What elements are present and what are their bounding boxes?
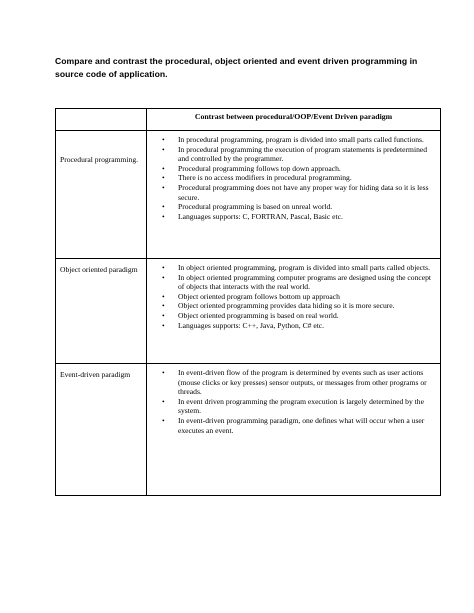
- bullet-item: • In object oriented programming, program is divided into small parts called objects.: [178, 263, 434, 273]
- bullet-item: • Languages supports: C++, Java, Python, C# etc.: [178, 321, 434, 331]
- bullet-item: • Procedural programming does not have any proper way for hiding data so it is less secure.: [178, 183, 434, 202]
- bullet-item: • Object oriented program follows bottom up approach: [178, 292, 434, 302]
- table-header-row: [56, 109, 441, 131]
- bullet-item: • In procedural programming the execution of program statements is predetermined and controlled by the programmer.: [178, 145, 434, 164]
- bullet-item: • In event-driven flow of the program is determined by events such as user actions (mouse clicks or key presses) sensor outputs, or messages from other programs or threads.: [178, 368, 434, 397]
- page-heading: Compare and contrast the procedural, object oriented and event driven programming in source code of application.: [55, 56, 418, 79]
- comparison-table: [55, 108, 441, 496]
- bullet-item: • Procedural programming is based on unreal world.: [178, 202, 434, 212]
- bullet-item: • Languages supports: C, FORTRAN, Pascal, Basic etc.: [178, 212, 434, 222]
- bullet-item: • In event-driven programming paradigm, one defines what will occur when a user executes an event.: [178, 416, 434, 435]
- row-label-event-driven: Event-driven paradigm: [56, 364, 147, 496]
- table-row: [56, 259, 441, 364]
- bullet-item: • Object oriented programming is based on real world.: [178, 311, 434, 321]
- table-row: [56, 131, 441, 259]
- row-label-object-oriented: Object oriented paradigm: [56, 259, 147, 364]
- row-points-procedural: [147, 131, 441, 259]
- row-points-object-oriented: [147, 259, 441, 364]
- bullet-list: [147, 135, 440, 221]
- bullet-item: • In object oriented programming computer programs are designed using the concept of objects that interacts with the real world.: [178, 273, 434, 292]
- bullet-item: • There is no access modifiers in procedural programming.: [178, 173, 434, 183]
- bullet-item: • In procedural programming, program is divided into small parts called functions.: [178, 135, 434, 145]
- row-label-procedural: Procedural programming.: [56, 131, 147, 259]
- bullet-list: [147, 368, 440, 435]
- bullet-item: • In event driven programming the program execution is largely determined by the system.: [178, 397, 434, 416]
- table-row: [56, 364, 441, 496]
- row-points-event-driven: [147, 364, 441, 496]
- header-left-cell: [56, 109, 147, 131]
- bullet-item: • Procedural programming follows top down approach.: [178, 164, 434, 174]
- bullet-item: • Object oriented programming provides data hiding so it is more secure.: [178, 301, 434, 311]
- bullet-list: [147, 263, 440, 330]
- header-title-cell: Contrast between procedural/OOP/Event Driven paradigm: [147, 109, 441, 131]
